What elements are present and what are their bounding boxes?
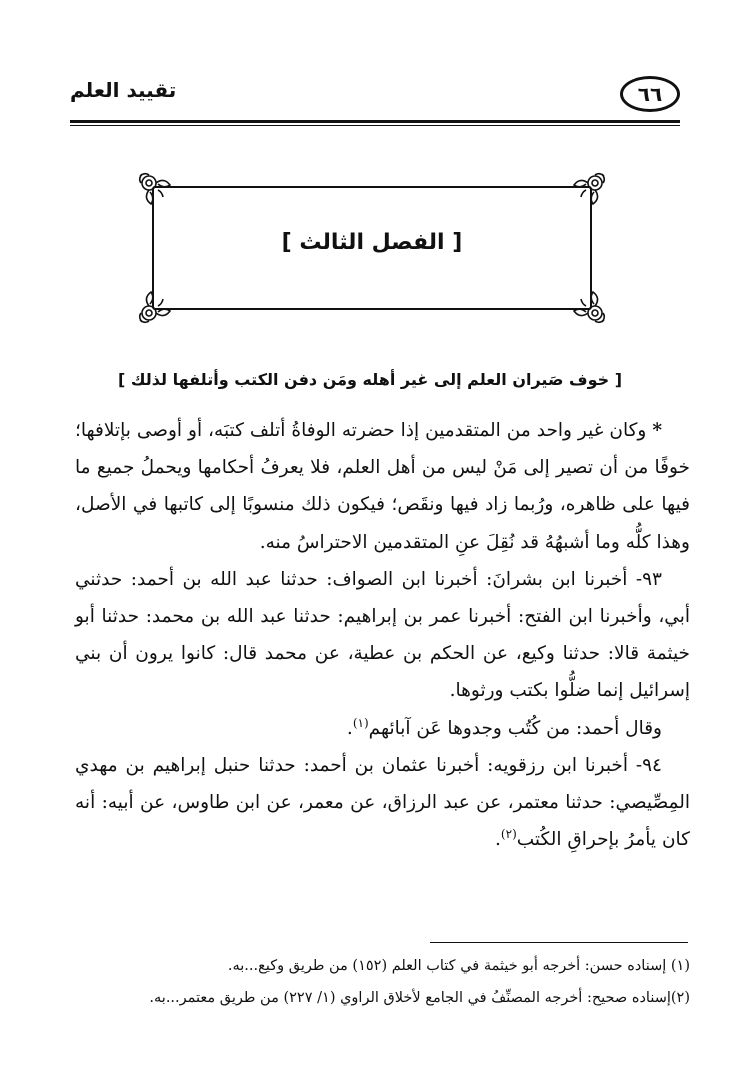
footnote-separator [430, 942, 688, 943]
ornament-corner-icon [564, 282, 608, 326]
footnote-2: (٢)إسناده صحيح: أخرجه المصنِّفُ في الجامع لأخلاق الراوي (١/ ٢٢٧) من طريق معتمر...به. [149, 990, 690, 1006]
page-number: ٦٦ [620, 76, 680, 112]
header-rule-thick [70, 120, 680, 123]
intro-paragraph [75, 412, 690, 561]
asterisk-icon: * [652, 420, 663, 441]
section-heading: [ خوف صَيران العلم إلى غير أهله ومَن دفن الكتب وأتلفها لذلك ] [117, 370, 623, 389]
ahmad-statement [75, 710, 690, 747]
ahmad-end: . [346, 717, 353, 739]
chapter-title: [ الفصل الثالث ] [281, 230, 463, 255]
book-title: تقييد العلم [70, 78, 177, 102]
footnotes [75, 950, 690, 1014]
footnote-ref-2: (٢) [500, 827, 517, 842]
ornament-corner-icon [136, 282, 180, 326]
ornament-corner-icon [564, 170, 608, 214]
footnote-ref-1: (١) [352, 715, 369, 730]
chapter-title-frame [136, 170, 608, 326]
ornament-corner-icon [136, 170, 180, 214]
ahmad-text: وقال أحمد: من كُتُب وجدوها عَن آبائهم [368, 717, 662, 739]
hadith-94 [75, 747, 690, 859]
body-text [75, 412, 690, 858]
hadith-94-text: ٩٤- أخبرنا ابن رزقويه: أخبرنا عثمان بن أحمد: حدثنا حنبل إبراهيم بن مهدي المِصِّيصي: حدثنا معتمر، عن عبد الرزاق، عن معمر، عن ابن طاوس، عن أبيه: أنه كان يأمرُ بإحراقِ الكُتب [75, 754, 690, 851]
footnote-1: (١) إسناده حسن: أخرجه أبو خيثمة في كتاب العلم (١٥٢) من طريق وكيع...به. [227, 958, 690, 974]
hadith-94-end: . [495, 829, 501, 851]
header-rule-thin [70, 125, 680, 126]
page-header [70, 68, 680, 126]
hadith-93: ٩٣- أخبرنا ابن بشرانَ: أخبرنا ابن الصواف: حدثنا عبد الله بن أحمد: حدثني أبي، وأخبرنا ابن الفتح: أخبرنا عمر بن إبراهيم: حدثنا عبد الله بن محمد: حدثنا أبو خيثمة قالا: حدثنا وكيع، عن الحكم بن عطية، عن محمد قال: كانوا يرون أن بني إسرائيل إنما ضلُّوا بكتب ورثوها. [75, 568, 690, 702]
intro-text: وكان غير واحد من المتقدمين إذا حضرته الوفاةُ أتلف كتبَه، أو أوصى بإتلافها؛ خوفًا من أن تصير إلى مَنْ ليس من أهل العلم، فلا يعرفُ أحكامها ويحملُ جميع ما فيها على ظاهره، ورُبما زاد فيها ونقَص؛ فيكون ذلك منسوبًا إلى كاتبها في الأصل، وهذا كلُّه وما أشبهُهُ قد نُقِلَ عنِ المتقدمين الاحتراسُ منه. [75, 420, 690, 553]
